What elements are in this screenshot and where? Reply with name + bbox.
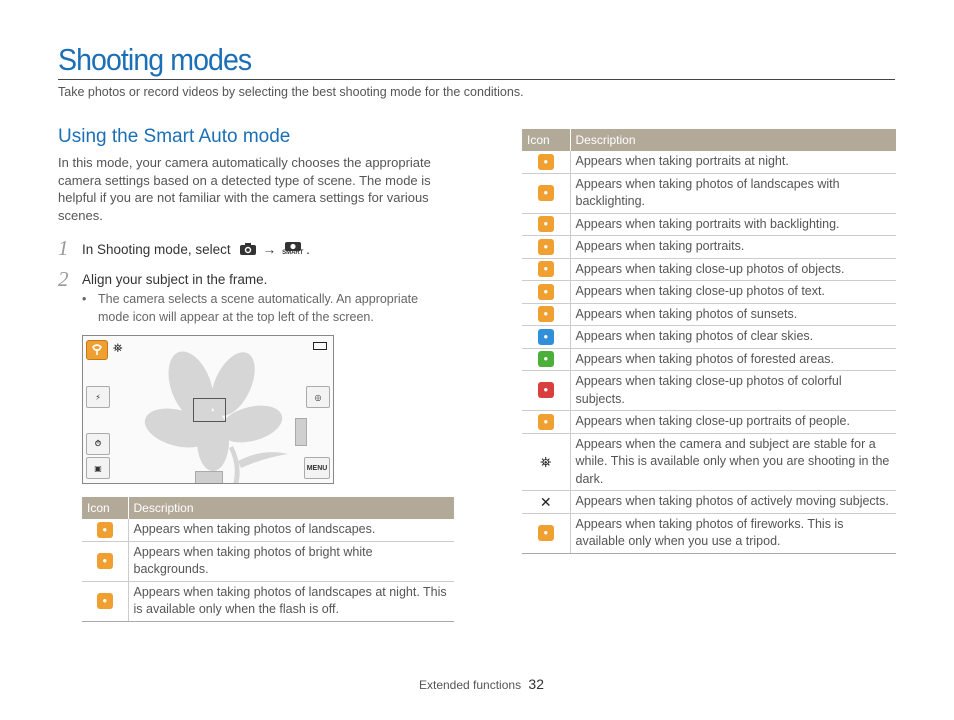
timer-button[interactable]: ⏱ (86, 433, 110, 455)
page-title: Shooting modes (58, 42, 252, 77)
night-landscape-icon: ● (97, 593, 113, 609)
bottom-panel-tab[interactable] (195, 471, 223, 483)
action-icon: ✕ (538, 494, 554, 510)
table-row (522, 236, 896, 259)
icon-cell (82, 581, 128, 621)
table-row (522, 513, 896, 553)
table-row (522, 348, 896, 371)
icon-cell (522, 491, 570, 514)
description-cell: Appears when taking photos of bright white backgrounds. (128, 541, 454, 581)
icon-cell (82, 541, 128, 581)
table-row (522, 213, 896, 236)
description-cell: Appears when taking photos of landscapes. (128, 519, 454, 541)
section-paragraph: In this mode, your camera automatically chooses the appropriate camera settings based on a detected type of scene. The mode is helpful if you are not familiar with the camera settings for various scenes. (58, 155, 431, 223)
display-button[interactable]: ▣ (86, 457, 110, 479)
table-row (82, 541, 454, 581)
icon-cell (522, 258, 570, 281)
description-column-header: Description (128, 497, 454, 519)
description-column-header: Description (570, 129, 896, 151)
arrow-icon: → (262, 241, 277, 257)
bullet-dot: • (82, 292, 87, 306)
icon-cell (522, 303, 570, 326)
table-row (522, 491, 896, 514)
forest-icon: ● (538, 351, 554, 367)
title-rule (58, 79, 895, 80)
description-cell: Appears when taking portraits with backlighting. (570, 213, 896, 236)
table-row (522, 326, 896, 349)
menu-button[interactable]: MENU (304, 457, 330, 479)
icon-cell (522, 348, 570, 371)
step-1-tail: . (306, 241, 310, 257)
macro-portrait-icon: ● (538, 414, 554, 430)
focus-frame (193, 398, 226, 422)
table-row (522, 258, 896, 281)
page-footer (419, 676, 544, 692)
left-icon-table (82, 497, 454, 622)
step-2-text: Align your subject in the frame. (82, 272, 268, 287)
macro-text-icon: ● (538, 284, 554, 300)
table-row (522, 371, 896, 411)
page-intro: Take photos or record videos by selecting the best shooting mode for the conditions. (58, 85, 524, 99)
icon-cell (522, 433, 570, 491)
description-cell: Appears when taking close-up photos of colorful subjects. (570, 371, 896, 411)
bullet-text: The camera selects a scene automatically. An appropriate mode icon will appear at the top left of the screen. (98, 292, 419, 324)
table-row (522, 433, 896, 491)
night-portrait-icon: ● (538, 154, 554, 170)
macro-icon: ● (538, 261, 554, 277)
step-1-text: In Shooting mode, select (82, 241, 231, 257)
description-cell: Appears when taking close-up portraits of people. (570, 411, 896, 434)
side-panel-tab[interactable] (295, 418, 307, 446)
icon-cell (522, 281, 570, 304)
icon-column-header: Icon (82, 497, 128, 519)
step-2-bullet (82, 290, 452, 326)
icon-cell (82, 519, 128, 541)
icon-cell (522, 326, 570, 349)
description-cell: Appears when taking close-up photos of text. (570, 281, 896, 304)
tripod-icon: ⛯ (538, 454, 554, 470)
table-row (522, 411, 896, 434)
description-cell: Appears when taking photos of clear skies. (570, 326, 896, 349)
icon-cell (522, 173, 570, 213)
description-cell: Appears when taking close-up photos of objects. (570, 258, 896, 281)
backlight-portrait-icon: ● (538, 216, 554, 232)
table-header-row (522, 129, 896, 151)
tripod-status-icon: ⛯ (113, 341, 123, 355)
description-cell: Appears when taking photos of actively moving subjects. (570, 491, 896, 514)
camera-icon (239, 242, 257, 256)
right-icon-table (522, 129, 896, 554)
portrait-icon: ● (538, 239, 554, 255)
description-cell: Appears when taking photos of sunsets. (570, 303, 896, 326)
table-row (522, 151, 896, 173)
description-cell: Appears when taking photos of landscapes with backlighting. (570, 173, 896, 213)
icon-cell (522, 151, 570, 173)
description-cell: Appears when taking photos of landscapes at night. This is available only when the flash is off. (128, 581, 454, 621)
flash-button[interactable]: ⚡ (86, 386, 110, 408)
icon-cell (522, 411, 570, 434)
section-heading: Using the Smart Auto mode (58, 126, 291, 147)
footer-section: Extended functions (419, 678, 522, 692)
camera-screen (82, 335, 334, 484)
mode-dial-button[interactable]: ◎ (306, 386, 330, 408)
table-row (82, 519, 454, 541)
backlight-landscape-icon: ● (538, 185, 554, 201)
icon-column-header: Icon (522, 129, 570, 151)
sunset-icon: ● (538, 306, 554, 322)
battery-icon (313, 342, 327, 350)
step-1-text-row (82, 240, 310, 258)
description-cell: Appears when taking photos of forested areas. (570, 348, 896, 371)
description-cell: Appears when the camera and subject are stable for a while. This is available only when you are shooting in the dark. (570, 433, 896, 491)
icon-cell (522, 371, 570, 411)
icon-cell (522, 236, 570, 259)
table-header-row (82, 497, 454, 519)
step-2-number: 2 (58, 267, 69, 291)
page-number: 32 (528, 676, 544, 692)
smart-label: SMART (282, 250, 304, 256)
icon-cell (522, 513, 570, 553)
table-row (522, 173, 896, 213)
smart-auto-icon (282, 240, 304, 258)
description-cell: Appears when taking portraits at night. (570, 151, 896, 173)
white-icon: ● (97, 553, 113, 569)
table-row (522, 303, 896, 326)
scene-mode-indicator (86, 340, 108, 360)
landscape-icon: ● (97, 522, 113, 538)
macro-color-icon: ● (538, 382, 554, 398)
blue-sky-icon: ● (538, 329, 554, 345)
description-cell: Appears when taking portraits. (570, 236, 896, 259)
description-cell: Appears when taking photos of fireworks. This is available only when you use a tripod. (570, 513, 896, 553)
table-row (522, 281, 896, 304)
icon-cell (522, 213, 570, 236)
fireworks-icon: ● (538, 525, 554, 541)
table-row (82, 581, 454, 621)
step-1-number: 1 (58, 236, 69, 260)
